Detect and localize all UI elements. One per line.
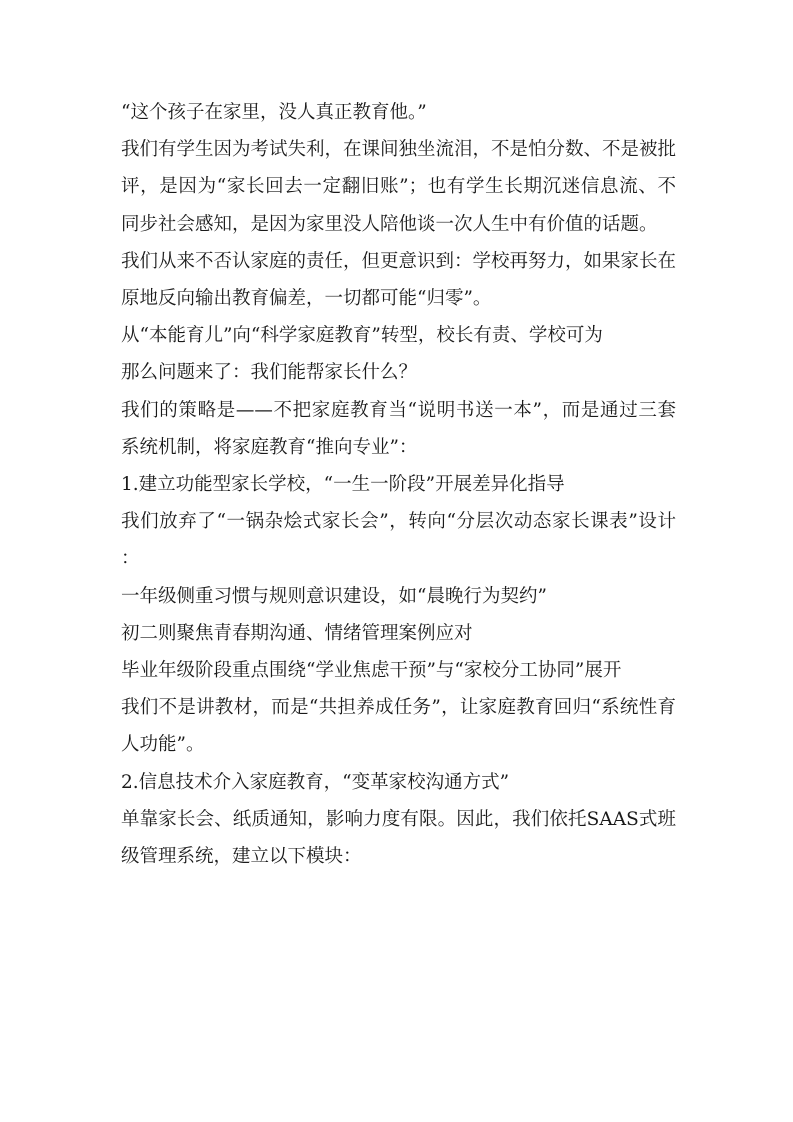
family-responsibility-paragraph: 我们从来不否认家庭的责任，但更意识到：学校再努力，如果家长在原地反向输出教育偏差，一切都可能“归零”。: [121, 250, 677, 310]
point-1-heading: 1.建立功能型家长学校，“一生一阶段”开展差异化指导: [121, 474, 565, 496]
saas-system-paragraph: 单靠家长会、纸质通知，影响力度有限。因此，我们依托SAAS式班级管理系统，建立以下模块：: [121, 808, 676, 868]
quote-paragraph: “这个孩子在家里，没人真正教育他。”: [121, 102, 427, 123]
document-body: [121, 94, 676, 875]
point-2-heading: 2.信息技术介入家庭教育，“变革家校沟通方式”: [121, 771, 510, 793]
strategy-paragraph: 我们的策略是——不把家庭教育当“说明书送一本”，而是通过三套系统机制，将家庭教育“推向专业”：: [121, 399, 676, 458]
section-heading-transformation: 从“本能育儿”向“科学家庭教育”转型，校长有责、学校可为: [121, 325, 603, 347]
grade-8-item: 初二则聚焦青春期沟通、情绪管理案例应对: [121, 622, 473, 644]
student-examples-paragraph: 我们有学生因为考试失利，在课间独坐流泪，不是怕分数、不是被批评，是因为“家长回去一定翻旧账”；也有学生长期沉迷信息流、不同步社会感知，是因为家里没人陪他谈一次人生中有价值的话题。: [121, 139, 677, 235]
shared-task-paragraph: 我们不是讲教材，而是“共担养成任务”，让家庭教育回归“系统性育人功能”。: [121, 697, 676, 756]
grade-1-item: 一年级侧重习惯与规则意识建设，如“晨晚行为契约”: [121, 585, 547, 607]
graduation-grade-item: 毕业年级阶段重点围绕“学业焦虑干预”与“家校分工协同”展开: [121, 660, 622, 682]
course-design-paragraph: 我们放弃了“一锅杂烩式家长会”，转向“分层次动态家长课表”设计：: [121, 511, 676, 570]
question-paragraph: 那么问题来了：我们能帮家长什么？: [121, 362, 418, 384]
